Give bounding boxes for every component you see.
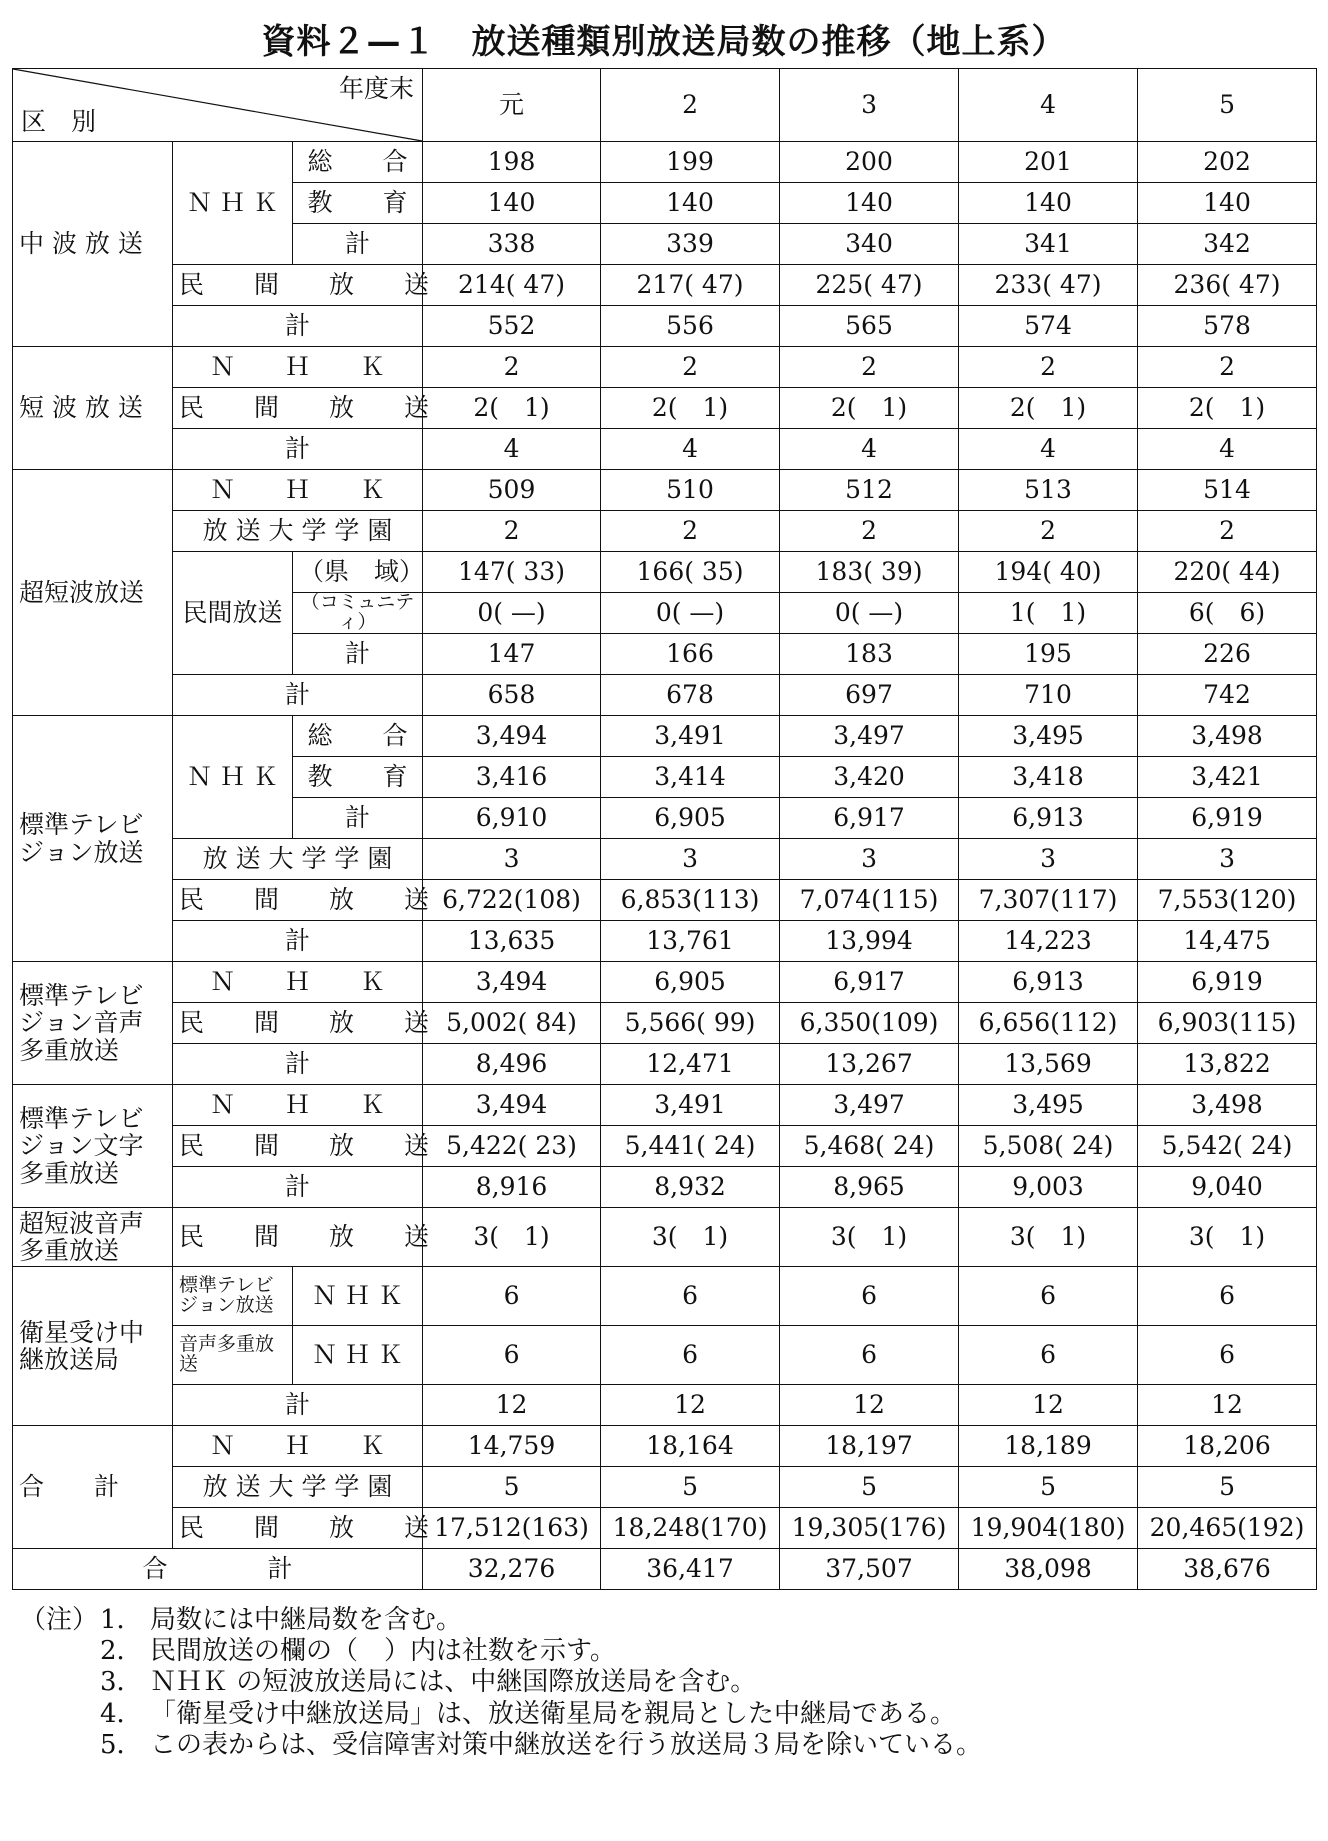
table-row (13, 429, 1317, 470)
value-cell: 3,420 (780, 757, 959, 798)
label-nhk: Ｎ Ｈ Ｋ (293, 1267, 423, 1326)
value-cell: 147( 33) (423, 552, 601, 593)
value-cell: 552 (423, 306, 601, 347)
value-cell: 8,932 (601, 1167, 780, 1208)
value-cell: 4 (959, 429, 1138, 470)
value-cell: 19,305(176) (780, 1508, 959, 1549)
value-cell: 6 (1138, 1267, 1317, 1326)
table-row (13, 347, 1317, 388)
value-cell: 18,197 (780, 1426, 959, 1467)
value-cell: 5 (423, 1467, 601, 1508)
note-number: 1． (100, 1605, 143, 1635)
label-subtotal: 計 (293, 634, 423, 675)
label-educational: 教 育 (293, 757, 423, 798)
value-cell: 5 (1138, 1467, 1317, 1508)
value-cell: 38,098 (959, 1549, 1138, 1590)
label-subtotal: 計 (293, 224, 423, 265)
label-private: 民 間 放 送 (173, 388, 423, 429)
value-cell: 2( 1) (423, 388, 601, 429)
value-cell: 12,471 (601, 1044, 780, 1085)
table-row (13, 1467, 1317, 1508)
value-cell: 6,722(108) (423, 880, 601, 921)
value-cell: 8,496 (423, 1044, 601, 1085)
table-row (13, 306, 1317, 347)
category-fm-audio: 超短波音声多重放送 (13, 1208, 173, 1267)
value-cell: 4 (423, 429, 601, 470)
table-row (13, 1267, 1317, 1326)
value-cell: 658 (423, 675, 601, 716)
label-private: 民 間 放 送 (173, 880, 423, 921)
value-cell: 13,761 (601, 921, 780, 962)
table-row (13, 1385, 1317, 1426)
value-cell: 2 (601, 347, 780, 388)
value-cell: 5 (780, 1467, 959, 1508)
value-cell: 2 (780, 347, 959, 388)
value-cell: 3,497 (780, 1085, 959, 1126)
value-cell: 5,002( 84) (423, 1003, 601, 1044)
value-cell: 3,498 (1138, 716, 1317, 757)
value-cell: 18,164 (601, 1426, 780, 1467)
value-cell: 3,414 (601, 757, 780, 798)
label-nhk: Ｎ Ｈ Ｋ (173, 1426, 423, 1467)
value-cell: 5,422( 23) (423, 1126, 601, 1167)
table-row (13, 470, 1317, 511)
note-text: 民間放送の欄の（ ）内は社数を示す。 (150, 1636, 616, 1667)
table-row (13, 388, 1317, 429)
value-cell: 19,904(180) (959, 1508, 1138, 1549)
table-row (13, 1426, 1317, 1467)
value-cell: 5,566( 99) (601, 1003, 780, 1044)
table-row (13, 1508, 1317, 1549)
value-cell: 225( 47) (780, 265, 959, 306)
label-private: 民 間 放 送 (173, 1126, 423, 1167)
value-cell: 140 (423, 183, 601, 224)
value-cell: 7,553(120) (1138, 880, 1317, 921)
value-cell: 512 (780, 470, 959, 511)
value-cell: 6 (423, 1326, 601, 1385)
value-cell: 6,917 (780, 962, 959, 1003)
value-cell: 710 (959, 675, 1138, 716)
value-cell: 6,903(115) (1138, 1003, 1317, 1044)
table-row (13, 1085, 1317, 1126)
table-row (13, 1126, 1317, 1167)
value-cell: 183 (780, 634, 959, 675)
value-cell: 513 (959, 470, 1138, 511)
value-cell: 8,916 (423, 1167, 601, 1208)
label-nhk: Ｎ Ｈ Ｋ (293, 1326, 423, 1385)
value-cell: 14,759 (423, 1426, 601, 1467)
value-cell: 509 (423, 470, 601, 511)
value-cell: 2 (601, 511, 780, 552)
header-corner (13, 69, 423, 142)
value-cell: 6,919 (1138, 798, 1317, 839)
value-cell: 226 (1138, 634, 1317, 675)
value-cell: 3,495 (959, 1085, 1138, 1126)
value-cell: 18,189 (959, 1426, 1138, 1467)
value-cell: 7,307(117) (959, 880, 1138, 921)
year-header: 4 (959, 69, 1138, 142)
note-item (20, 1699, 1320, 1730)
value-cell: 236( 47) (1138, 265, 1317, 306)
note-text: ＮＨＫ の短波放送局には、中継国際放送局を含む。 (150, 1667, 757, 1698)
label-university: 放 送 大 学 学 園 (173, 1467, 423, 1508)
value-cell: 36,417 (601, 1549, 780, 1590)
value-cell: 3,497 (780, 716, 959, 757)
label-nhk: Ｎ Ｈ Ｋ (173, 142, 293, 265)
category-medium-wave: 中 波 放 送 (13, 142, 173, 347)
table-row (13, 962, 1317, 1003)
value-cell: 140 (1138, 183, 1317, 224)
category-tv: 標準テレビジョン放送 (13, 716, 173, 962)
value-cell: 2 (959, 347, 1138, 388)
label-nhk: Ｎ Ｈ Ｋ (173, 347, 423, 388)
note-item (20, 1730, 1320, 1761)
value-cell: 12 (959, 1385, 1138, 1426)
value-cell: 5,468( 24) (780, 1126, 959, 1167)
value-cell: 147 (423, 634, 601, 675)
notes (20, 1605, 1320, 1761)
value-cell: 6 (601, 1267, 780, 1326)
value-cell: 3( 1) (423, 1208, 601, 1267)
value-cell: 233( 47) (959, 265, 1138, 306)
year-header: 5 (1138, 69, 1317, 142)
value-cell: 17,512(163) (423, 1508, 601, 1549)
value-cell: 12 (1138, 1385, 1317, 1426)
broadcast-stations-table (12, 68, 1317, 1590)
value-cell: 3,421 (1138, 757, 1317, 798)
note-number: 4． (100, 1698, 143, 1729)
value-cell: 342 (1138, 224, 1317, 265)
value-cell: 13,569 (959, 1044, 1138, 1085)
value-cell: 183( 39) (780, 552, 959, 593)
value-cell: 32,276 (423, 1549, 601, 1590)
value-cell: 5,508( 24) (959, 1126, 1138, 1167)
label-prefecture: （県 域） (293, 552, 423, 593)
value-cell: 0( —) (423, 593, 601, 634)
value-cell: 13,635 (423, 921, 601, 962)
label-private-short: 民間放送 (173, 552, 293, 675)
label-total: 計 (173, 306, 423, 347)
value-cell: 5,542( 24) (1138, 1126, 1317, 1167)
table-row (13, 1044, 1317, 1085)
note-text: 局数には中継局数を含む。 (150, 1605, 463, 1635)
notes-heading: （注） (20, 1605, 99, 1635)
value-cell: 217( 47) (601, 265, 780, 306)
value-cell: 556 (601, 306, 780, 347)
value-cell: 742 (1138, 675, 1317, 716)
value-cell: 8,965 (780, 1167, 959, 1208)
value-cell: 3,494 (423, 716, 601, 757)
value-cell: 5 (601, 1467, 780, 1508)
value-cell: 9,040 (1138, 1167, 1317, 1208)
value-cell: 338 (423, 224, 601, 265)
label-total: 計 (173, 675, 423, 716)
category-tv-text: 標準テレビジョン文字多重放送 (13, 1085, 173, 1208)
value-cell: 6,853(113) (601, 880, 780, 921)
value-cell: 697 (780, 675, 959, 716)
value-cell: 214( 47) (423, 265, 601, 306)
table-row (13, 142, 1317, 183)
value-cell: 3 (780, 839, 959, 880)
label-private: 民 間 放 送 (173, 1003, 423, 1044)
value-cell: 166( 35) (601, 552, 780, 593)
value-cell: 18,206 (1138, 1426, 1317, 1467)
table-row (13, 1208, 1317, 1267)
label-total: 計 (173, 1167, 423, 1208)
value-cell: 2( 1) (959, 388, 1138, 429)
value-cell: 6,910 (423, 798, 601, 839)
value-cell: 194( 40) (959, 552, 1138, 593)
table-row (13, 1549, 1317, 1590)
value-cell: 200 (780, 142, 959, 183)
label-total: 計 (173, 1044, 423, 1085)
header-row (13, 69, 1317, 142)
value-cell: 6,917 (780, 798, 959, 839)
value-cell: 3,491 (601, 1085, 780, 1126)
value-cell: 6 (780, 1326, 959, 1385)
value-cell: 6 (1138, 1326, 1317, 1385)
label-university: 放 送 大 学 学 園 (173, 839, 423, 880)
table-row (13, 716, 1317, 757)
value-cell: 2 (1138, 347, 1317, 388)
value-cell: 6,919 (1138, 962, 1317, 1003)
value-cell: 3( 1) (1138, 1208, 1317, 1267)
label-grand-total: 合 計 (13, 1549, 423, 1590)
label-private: 民 間 放 送 (173, 1208, 423, 1267)
value-cell: 140 (959, 183, 1138, 224)
value-cell: 12 (601, 1385, 780, 1426)
value-cell: 12 (780, 1385, 959, 1426)
value-cell: 13,994 (780, 921, 959, 962)
note-item (20, 1605, 1320, 1636)
value-cell: 3,494 (423, 962, 601, 1003)
label-private: 民 間 放 送 (173, 265, 423, 306)
value-cell: 199 (601, 142, 780, 183)
year-header: 3 (780, 69, 959, 142)
label-nhk: Ｎ Ｈ Ｋ (173, 716, 293, 839)
category-short-wave: 短 波 放 送 (13, 347, 173, 470)
note-item (20, 1667, 1320, 1698)
value-cell: 340 (780, 224, 959, 265)
label-nhk: Ｎ Ｈ Ｋ (173, 1085, 423, 1126)
label-total: 計 (173, 1385, 423, 1426)
table-row (13, 1003, 1317, 1044)
label-private: 民 間 放 送 (173, 1508, 423, 1549)
label-general: 総 合 (293, 716, 423, 757)
value-cell: 13,822 (1138, 1044, 1317, 1085)
table-row (13, 552, 1317, 593)
value-cell: 3,416 (423, 757, 601, 798)
label-nhk: Ｎ Ｈ Ｋ (173, 962, 423, 1003)
value-cell: 2 (780, 511, 959, 552)
value-cell: 578 (1138, 306, 1317, 347)
value-cell: 3,495 (959, 716, 1138, 757)
value-cell: 3( 1) (780, 1208, 959, 1267)
value-cell: 12 (423, 1385, 601, 1426)
table-row (13, 1326, 1317, 1385)
value-cell: 1( 1) (959, 593, 1138, 634)
note-number: 5． (100, 1729, 143, 1760)
table-row (13, 880, 1317, 921)
value-cell: 6,913 (959, 962, 1138, 1003)
label-subtotal: 計 (293, 798, 423, 839)
value-cell: 140 (780, 183, 959, 224)
value-cell: 6 (780, 1267, 959, 1326)
value-cell: 2 (423, 347, 601, 388)
value-cell: 7,074(115) (780, 880, 959, 921)
value-cell: 6,913 (959, 798, 1138, 839)
year-header: 元 (423, 69, 601, 142)
value-cell: 6 (959, 1326, 1138, 1385)
value-cell: 678 (601, 675, 780, 716)
value-cell: 166 (601, 634, 780, 675)
value-cell: 18,248(170) (601, 1508, 780, 1549)
category-fm: 超短波放送 (13, 470, 173, 716)
category-total: 合 計 (13, 1426, 173, 1549)
value-cell: 3 (1138, 839, 1317, 880)
value-cell: 2 (423, 511, 601, 552)
value-cell: 3,418 (959, 757, 1138, 798)
category-tv-audio: 標準テレビジョン音声多重放送 (13, 962, 173, 1085)
value-cell: 0( —) (601, 593, 780, 634)
category-satellite: 衛星受け中継放送局 (13, 1267, 173, 1426)
value-cell: 14,223 (959, 921, 1138, 962)
value-cell: 6,905 (601, 798, 780, 839)
value-cell: 3,491 (601, 716, 780, 757)
value-cell: 202 (1138, 142, 1317, 183)
table-row (13, 265, 1317, 306)
value-cell: 4 (780, 429, 959, 470)
value-cell: 6 (423, 1267, 601, 1326)
value-cell: 2 (1138, 511, 1317, 552)
label-educational: 教 育 (293, 183, 423, 224)
label-sat-audio: 音声多重放 送 (173, 1326, 293, 1385)
note-item (20, 1636, 1320, 1667)
value-cell: 341 (959, 224, 1138, 265)
label-total: 計 (173, 921, 423, 962)
value-cell: 510 (601, 470, 780, 511)
label-nhk: Ｎ Ｈ Ｋ (173, 470, 423, 511)
value-cell: 574 (959, 306, 1138, 347)
value-cell: 514 (1138, 470, 1317, 511)
table-row (13, 1167, 1317, 1208)
value-cell: 2( 1) (780, 388, 959, 429)
value-cell: 195 (959, 634, 1138, 675)
table-row (13, 675, 1317, 716)
value-cell: 38,676 (1138, 1549, 1317, 1590)
value-cell: 3( 1) (601, 1208, 780, 1267)
note-text: 「衛星受け中継放送局」は、放送衛星局を親局とした中継局である。 (150, 1698, 957, 1729)
value-cell: 220( 44) (1138, 552, 1317, 593)
page-title: 資料２—１ 放送種類別放送局数の推移（地上系） (261, 22, 1067, 62)
value-cell: 201 (959, 142, 1138, 183)
value-cell: 4 (601, 429, 780, 470)
value-cell: 37,507 (780, 1549, 959, 1590)
value-cell: 6 (959, 1267, 1138, 1326)
value-cell: 3 (601, 839, 780, 880)
value-cell: 3 (423, 839, 601, 880)
corner-label-year: 年度末 (339, 74, 415, 103)
value-cell: 3( 1) (959, 1208, 1138, 1267)
value-cell: 565 (780, 306, 959, 347)
label-total: 計 (173, 429, 423, 470)
table-row (13, 839, 1317, 880)
value-cell: 0( —) (780, 593, 959, 634)
table-row (13, 921, 1317, 962)
value-cell: 2 (959, 511, 1138, 552)
value-cell: 198 (423, 142, 601, 183)
note-number: 3． (100, 1667, 143, 1698)
note-number: 2． (100, 1636, 143, 1667)
label-sat-tv: 標準テレビジョン放送 (173, 1267, 293, 1326)
year-header: 2 (601, 69, 780, 142)
value-cell: 13,267 (780, 1044, 959, 1085)
table-row (13, 511, 1317, 552)
value-cell: 14,475 (1138, 921, 1317, 962)
value-cell: 6,656(112) (959, 1003, 1138, 1044)
value-cell: 6( 6) (1138, 593, 1317, 634)
value-cell: 9,003 (959, 1167, 1138, 1208)
corner-label-category: 区 別 (21, 106, 97, 136)
label-university: 放 送 大 学 学 園 (173, 511, 423, 552)
value-cell: 6,350(109) (780, 1003, 959, 1044)
value-cell: 3 (959, 839, 1138, 880)
value-cell: 20,465(192) (1138, 1508, 1317, 1549)
value-cell: 2( 1) (601, 388, 780, 429)
value-cell: 6,905 (601, 962, 780, 1003)
value-cell: 3,498 (1138, 1085, 1317, 1126)
value-cell: 2( 1) (1138, 388, 1317, 429)
note-text: この表からは、受信障害対策中継放送を行う放送局３局を除いている。 (150, 1729, 983, 1760)
value-cell: 140 (601, 183, 780, 224)
value-cell: 3,494 (423, 1085, 601, 1126)
value-cell: 4 (1138, 429, 1317, 470)
label-general: 総 合 (293, 142, 423, 183)
value-cell: 5 (959, 1467, 1138, 1508)
label-community: （コミュニティ） (293, 593, 423, 634)
value-cell: 6 (601, 1326, 780, 1385)
value-cell: 339 (601, 224, 780, 265)
value-cell: 5,441( 24) (601, 1126, 780, 1167)
